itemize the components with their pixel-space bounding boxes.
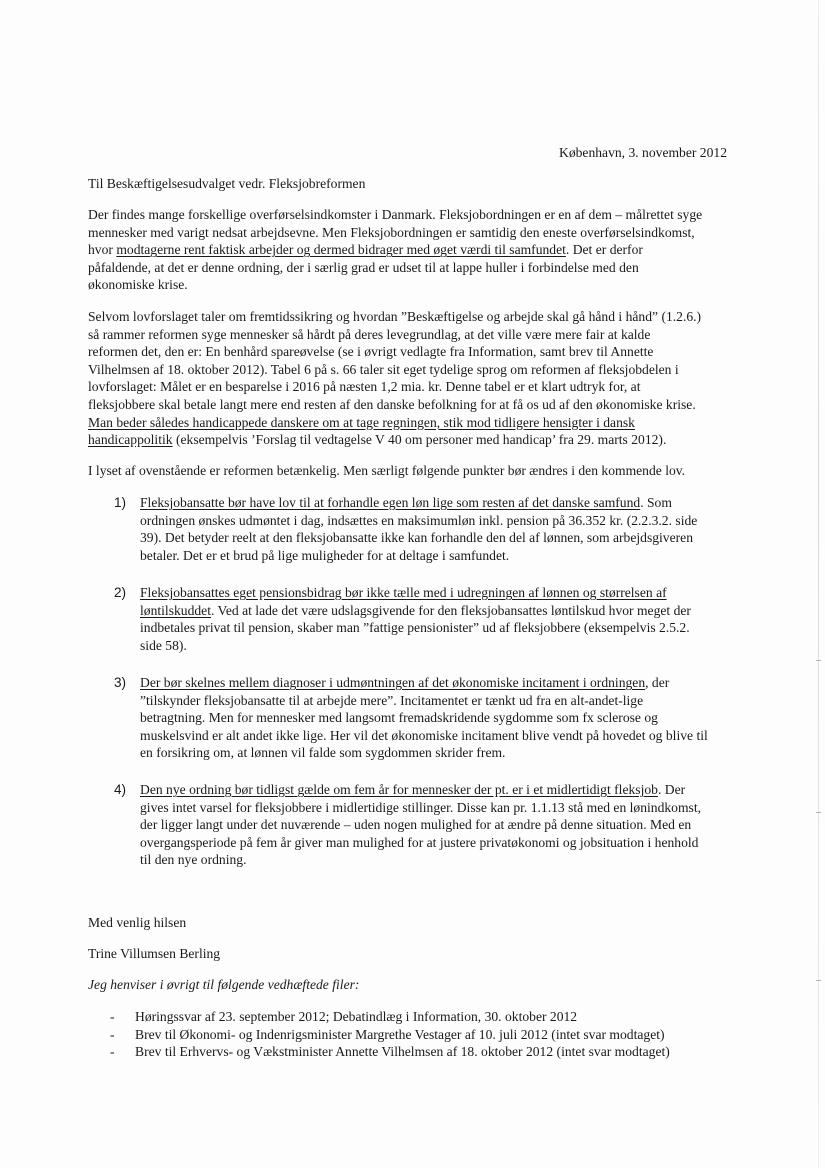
list-item-line	[140, 744, 708, 762]
text-run: (eksempelvis ’Forslag til vedtagelse V 40 om personer med handicap’ fra 29. marts 2012).	[172, 432, 667, 448]
list-number: 1)	[114, 495, 127, 510]
text-run: så rammer reformen syge mennesker så hårdt på deres levegrundlag, at det ville være mere fair at kalde	[88, 326, 651, 342]
underlined-text: løntilskuddet	[140, 602, 211, 618]
list-body	[140, 584, 691, 654]
underlined-text: handicappolitik	[88, 432, 173, 448]
reform-line	[88, 326, 701, 344]
list-body	[140, 674, 708, 762]
attachment-text: Brev til Erhvervs- og Vækstminister Annette Vilhelmsen af 18. oktober 2012 (intet svar modtaget)	[135, 1044, 670, 1060]
list-item-line	[140, 851, 701, 869]
list-item-line	[140, 494, 697, 512]
text-run: . Ved at lade det være udslagsgivende for den fleksjobansattes løntilskud hvor meget der	[211, 602, 691, 618]
list-item-line	[140, 816, 701, 834]
paragraph-points-intro: I lyset af ovenstående er reformen betænkelig. Men særligt følgende punkter bør ændres i den kommende lov.	[88, 463, 686, 478]
closing-line: Med venlig hilsen	[88, 915, 187, 930]
text-run: ordningen ønskes udmøntet i dag, indsættes en maksimumløn inkl. pension på 36.352 kr. (2.2.3.2. side	[140, 512, 698, 528]
text-run: gives intet varsel for fleksjobbere i midlertidige stillinger. Disse kan pr. 1.1.13 stå med en lønindkomst,	[140, 799, 702, 815]
text-run: side 58).	[140, 637, 187, 653]
text-run: Vilhelmsen af 18. oktober 2012). Tabel 6 på s. 66 taler sit eget tydelige sprog om reformen af fleksjobdelen i	[88, 361, 679, 377]
text-run: ”tilskynder fleksjobansatte til at arbejde mere”. Incitamentet er tænkt ud fra en alt-andet-lige	[140, 692, 644, 708]
list-item-line	[140, 834, 701, 852]
list-body	[140, 494, 697, 564]
text-run: indbetales privat til pension, skaber man ”fattige pensionister” ud af fleksjobbere (eksempelvis 2.5.2.	[140, 620, 690, 636]
bullet-dash: -	[110, 1026, 115, 1042]
list-number: 2)	[114, 585, 127, 600]
paragraph-reform	[88, 308, 701, 449]
attachment-text: Høringssvar af 23. september 2012; Debatindlæg i Information, 30. oktober 2012	[135, 1009, 578, 1024]
intro-line	[88, 259, 702, 277]
text-run: reformen det, den er: En benhård spareøvelse (se i øvrigt vedlagte fra Information, samt brev til Annette	[88, 344, 654, 360]
reform-line	[88, 431, 701, 449]
text-run: økonomiske krise.	[88, 277, 188, 293]
text-run: Der findes mange forskellige overførselsindkomster i Danmark. Fleksjobordningen er en af dem – målrettet syge	[88, 207, 703, 222]
text-run: overgangsperiode på fem år giver man mulighed for at justere privatøkonomi og jobsituation i henhold	[140, 834, 699, 850]
intro-line	[88, 241, 702, 259]
intro-line	[88, 276, 702, 294]
text-run: hvor	[88, 242, 117, 258]
intro-line	[88, 224, 702, 242]
list-item-line	[140, 529, 697, 547]
list-item-line	[140, 512, 697, 530]
signature-name: Trine Villumsen Berling	[88, 946, 221, 961]
list-number: 4)	[114, 782, 127, 797]
underlined-text: Fleksjobansattes eget pensionsbidrag bør ikke tælle med i udregningen af lønnen og størrelsen af	[140, 585, 667, 600]
text-run: 39). Det betyder reelt at den fleksjobansatte ikke kan forhandle den del af lønnen, som arbejdsgiveren	[140, 530, 693, 546]
reform-line	[88, 396, 701, 414]
underlined-text: Den nye ordning bør tidligst gælde om fem år for mennesker der pt. er i et midlertidigt fleksjob	[140, 782, 658, 797]
scan-mark	[816, 660, 821, 661]
list-item-line	[140, 547, 697, 565]
intro-line	[88, 206, 702, 224]
text-run: betragtning. Men for mennesker med langsomt fremadskridende sygdomme som fx sclerose og	[140, 710, 658, 726]
list-item-line	[140, 584, 691, 602]
list-item-line	[140, 637, 691, 655]
text-run: påfaldende, at det er denne ordning, der i særlig grad er udset til at lappe huller i forbindelse med den	[88, 259, 639, 275]
scan-edge	[818, 0, 819, 1168]
list-item-line	[140, 727, 708, 745]
text-run: Selvom lovforslaget taler om fremtidssikring og hvordan ”Beskæftigelse og arbejde skal gå hånd i hånd” (1.2.6.)	[88, 309, 702, 324]
underlined-text: Man beder således handicappede danskere om at tage regningen, stik mod tidligere hensigter i dansk	[88, 414, 635, 430]
underlined-text: Der bør skelnes mellem diagnoser i udmøntningen af det økonomiske incitament i ordningen	[140, 675, 646, 690]
text-run: mennesker med varigt nedsat arbejdsevne. Men Fleksjobordningen er samtidig den eneste overførselsindkomst,	[88, 224, 695, 240]
text-run: . Som	[640, 495, 672, 510]
bullet-dash: -	[110, 1009, 115, 1024]
letter-date: København, 3. november 2012	[559, 145, 727, 160]
list-item-line	[140, 781, 701, 799]
scan-mark	[816, 812, 821, 813]
list-item-line	[140, 709, 708, 727]
reform-line	[88, 343, 701, 361]
text-run: en forsikring om, at lønnen vil falde som sygdommen skrider frem.	[140, 745, 506, 761]
list-item-line	[140, 799, 701, 817]
list-number: 3)	[114, 675, 127, 690]
text-run: , der	[645, 675, 670, 690]
text-run: til den nye ordning.	[140, 852, 247, 868]
text-run: der ligger langt under det nuværende – uden nogen mulighed for at ændre på denne situation. Med en	[140, 817, 692, 833]
attachment-text: Brev til Økonomi- og Indenrigsminister Margrethe Vestager af 10. juli 2012 (intet svar modtaget)	[135, 1026, 665, 1042]
text-run: fleksjobbere skal betale langt mere end resten af den danske befolkning for at få os ud af den økonomiske krise.	[88, 396, 696, 412]
list-body	[140, 781, 701, 869]
text-run: . Der	[657, 782, 686, 797]
list-item-line	[140, 692, 708, 710]
recipient-line: Til Beskæftigelsesudvalget vedr. Fleksjobreformen	[88, 176, 366, 191]
reform-line	[88, 361, 701, 379]
list-item-line	[140, 674, 708, 692]
attachments-intro: Jeg henviser i øvrigt til følgende vedhæftede filer:	[88, 977, 360, 992]
text-run: muskelsvind er alt andet ikke lige. Her vil det økonomiske incitament blive vendt på hovedet og blive til	[140, 727, 708, 743]
scan-mark	[816, 980, 821, 981]
list-item-line	[140, 602, 691, 620]
reform-line	[88, 308, 701, 326]
text-run: . Det er derfor	[565, 242, 643, 258]
reform-line	[88, 378, 701, 396]
text-run: lovforslaget: Målet er en besparelse i 2016 på næsten 1,2 mia. kr. Denne tabel er et klart udtryk for, at	[88, 379, 641, 395]
paragraph-intro	[88, 206, 702, 294]
text-run: betaler. Det er et brud på lige muligheder for at deltage i samfundet.	[140, 547, 510, 563]
reform-line	[88, 414, 701, 432]
underlined-text: modtagerne rent faktisk arbejder og dermed bidrager med øget værdi til samfundet	[116, 242, 566, 258]
list-item-line	[140, 619, 691, 637]
bullet-dash: -	[110, 1044, 115, 1060]
underlined-text: Fleksjobansatte bør have lov til at forhandle egen løn lige som resten af det danske samfund	[140, 495, 641, 510]
